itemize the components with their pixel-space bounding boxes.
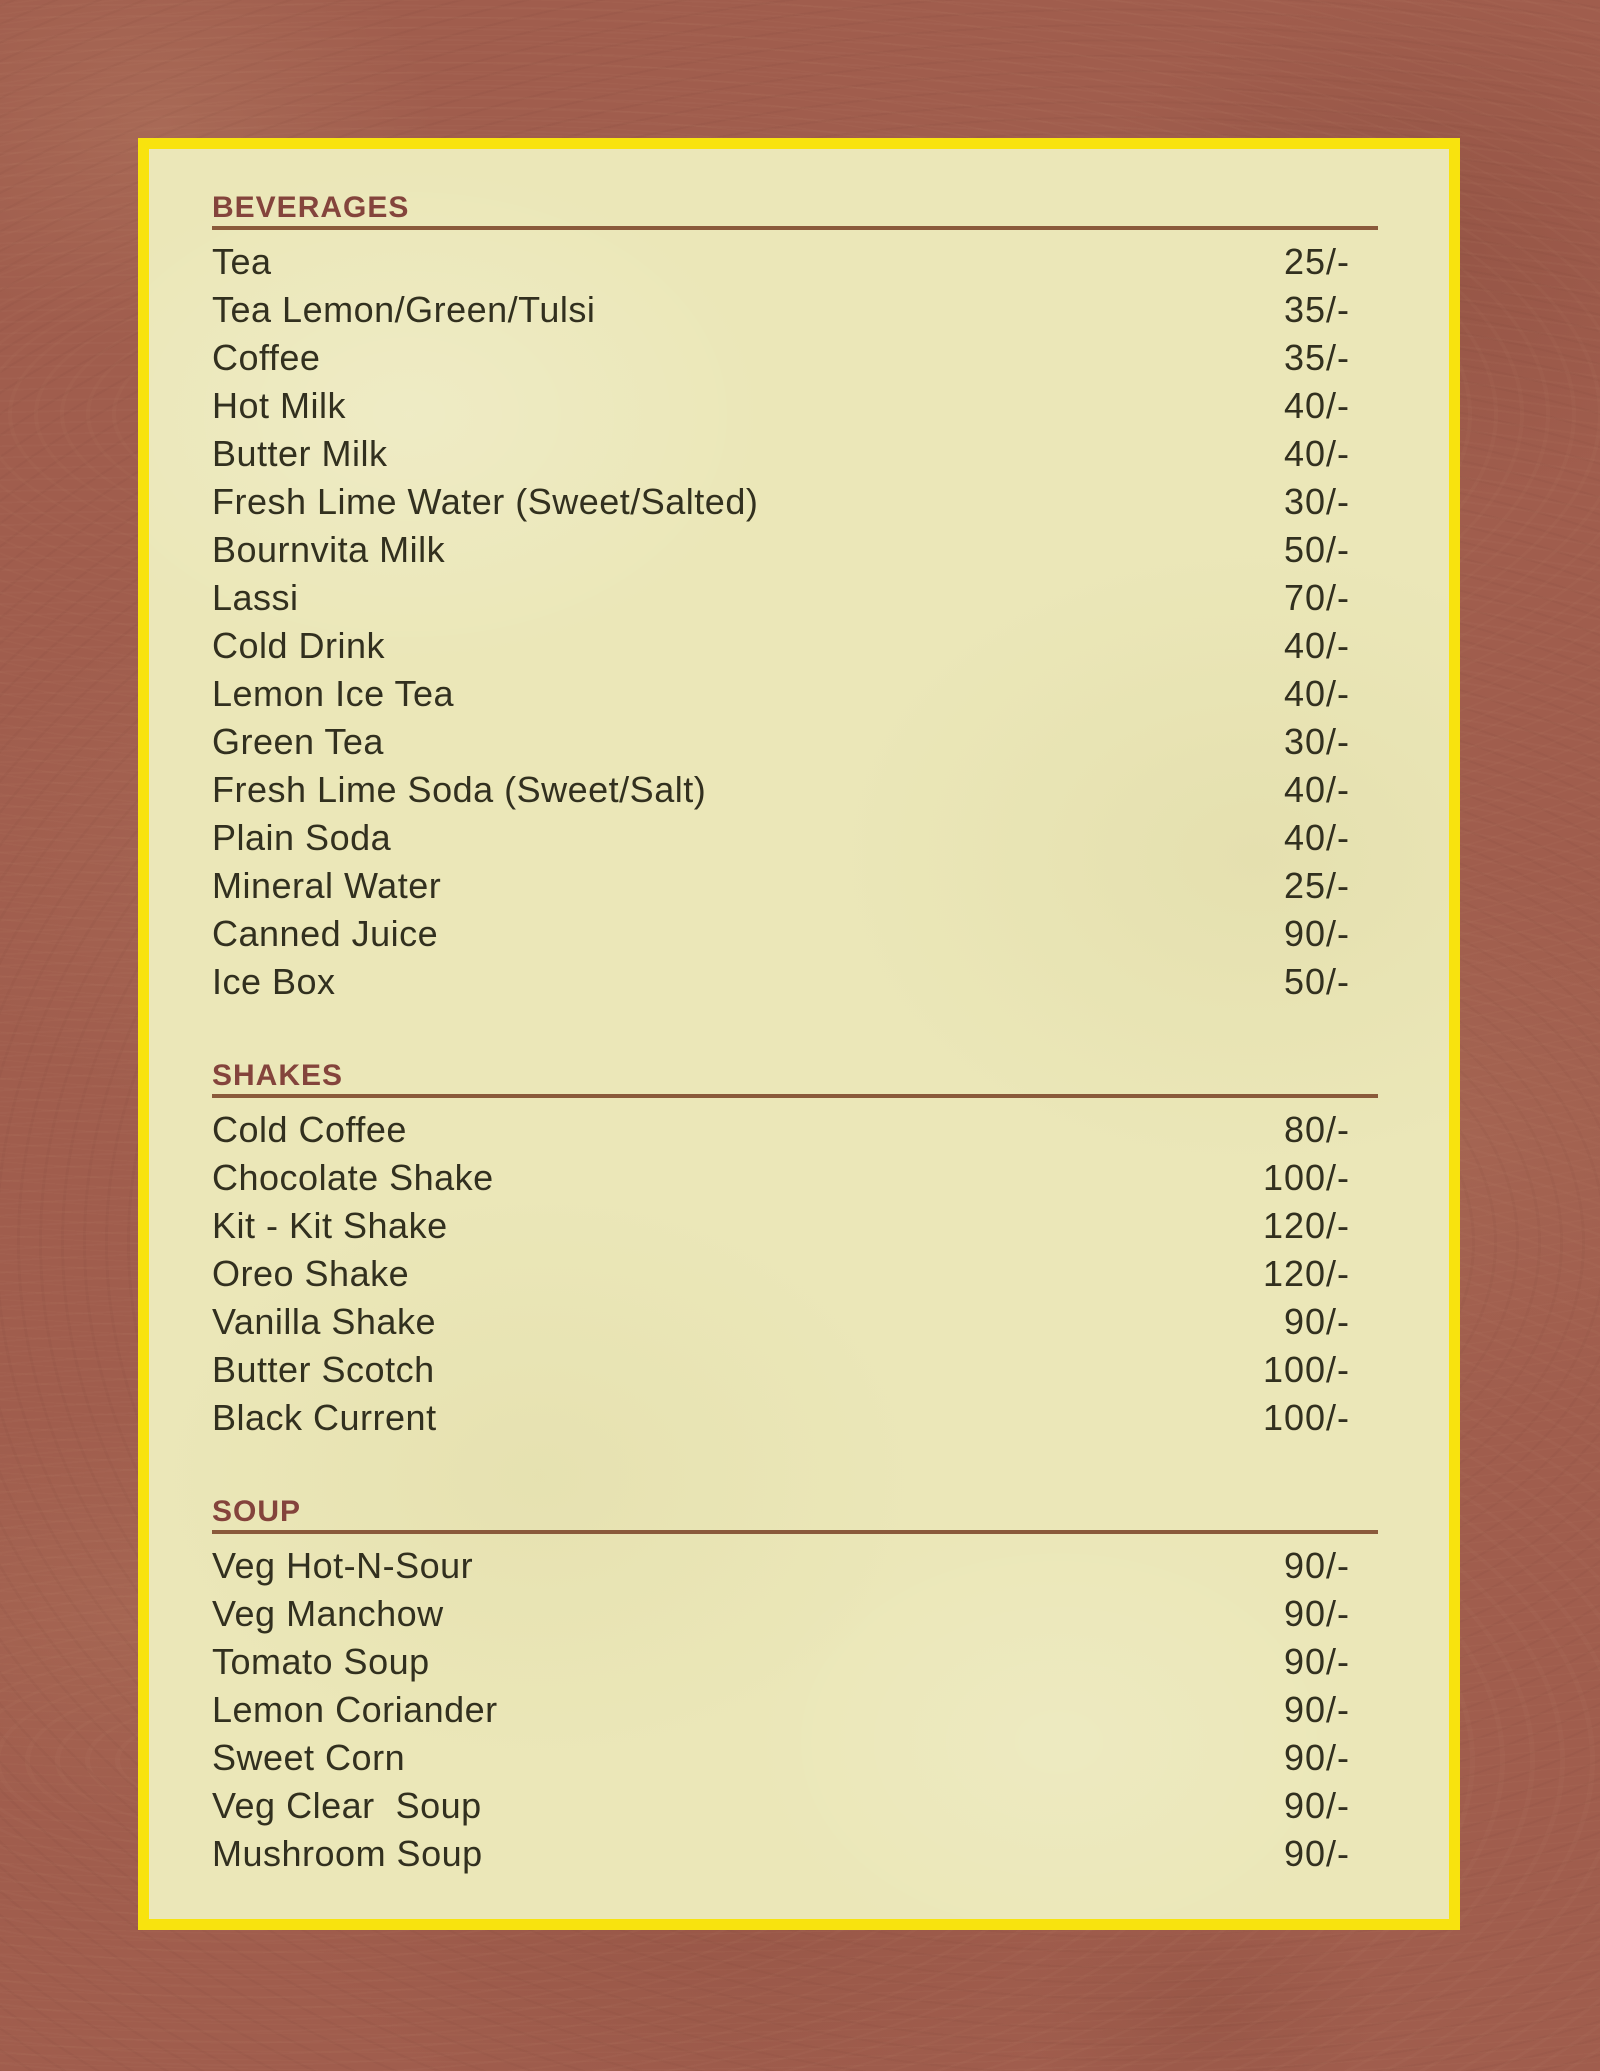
item-price: 35/- (1283, 289, 1350, 330)
menu-content (212, 192, 1378, 1878)
menu-row (212, 430, 1378, 478)
item-price: 40/- (1283, 385, 1350, 426)
item-price: 100/- (1262, 1397, 1350, 1438)
item-price: 40/- (1283, 433, 1350, 474)
section-rule (212, 226, 1378, 230)
menu-section-beverages (212, 192, 1378, 1006)
item-name: Butter Milk (212, 433, 388, 474)
item-price: 90/- (1283, 1737, 1350, 1778)
item-name: Cold Coffee (212, 1109, 407, 1150)
item-name: Fresh Lime Soda (Sweet/Salt) (212, 769, 707, 810)
menu-row (212, 1782, 1378, 1830)
section-rows (212, 1542, 1378, 1878)
item-price: 40/- (1283, 769, 1350, 810)
item-name: Cold Drink (212, 625, 386, 666)
menu-row (212, 1830, 1378, 1878)
item-price: 70/- (1283, 577, 1350, 618)
menu-section-soup (212, 1496, 1378, 1878)
item-name: Tomato Soup (212, 1641, 430, 1682)
item-name: Butter Scotch (212, 1349, 435, 1390)
item-name: Veg Hot-N-Sour (212, 1545, 474, 1586)
item-price: 120/- (1262, 1253, 1350, 1294)
menu-row (212, 1734, 1378, 1782)
menu-row (212, 382, 1378, 430)
menu-row (212, 622, 1378, 670)
item-name: Oreo Shake (212, 1253, 410, 1294)
menu-row (212, 1202, 1378, 1250)
item-price: 80/- (1283, 1109, 1350, 1150)
item-price: 100/- (1262, 1349, 1350, 1390)
item-name: Bournvita Milk (212, 529, 446, 570)
item-price: 50/- (1283, 529, 1350, 570)
menu-row (212, 670, 1378, 718)
section-title: SHAKES (212, 1059, 344, 1092)
menu-section-shakes (212, 1060, 1378, 1442)
section-rule (212, 1094, 1378, 1098)
menu-row (212, 910, 1378, 958)
menu-row (212, 1394, 1378, 1442)
section-title: BEVERAGES (212, 191, 410, 224)
item-price: 90/- (1283, 1641, 1350, 1682)
menu-row (212, 814, 1378, 862)
item-price: 90/- (1283, 1833, 1350, 1874)
item-price: 50/- (1283, 961, 1350, 1002)
item-name: Vanilla Shake (212, 1301, 436, 1342)
item-name: Coffee (212, 337, 321, 378)
menu-row (212, 958, 1378, 1006)
menu-row (212, 1346, 1378, 1394)
item-price: 90/- (1283, 1301, 1350, 1342)
item-price: 90/- (1283, 913, 1350, 954)
item-price: 25/- (1283, 241, 1350, 282)
item-price: 25/- (1283, 865, 1350, 906)
item-name: Black Current (212, 1397, 437, 1438)
section-rows (212, 1106, 1378, 1442)
item-price: 30/- (1283, 721, 1350, 762)
item-name: Green Tea (212, 721, 384, 762)
section-rule (212, 1530, 1378, 1534)
menu-row (212, 1298, 1378, 1346)
item-name: Tea Lemon/Green/Tulsi (212, 289, 596, 330)
menu-row (212, 1106, 1378, 1154)
item-name: Tea (212, 241, 272, 282)
menu-row (212, 526, 1378, 574)
menu-panel (138, 138, 1460, 1930)
item-name: Kit - Kit Shake (212, 1205, 448, 1246)
item-price: 40/- (1283, 817, 1350, 858)
menu-row (212, 1686, 1378, 1734)
item-name: Chocolate Shake (212, 1157, 494, 1198)
menu-row (212, 574, 1378, 622)
menu-row (212, 1154, 1378, 1202)
item-price: 40/- (1283, 673, 1350, 714)
menu-row (212, 286, 1378, 334)
item-name: Sweet Corn (212, 1737, 406, 1778)
item-name: Veg Manchow (212, 1593, 444, 1634)
item-name: Mushroom Soup (212, 1833, 483, 1874)
menu-row (212, 478, 1378, 526)
menu-row (212, 334, 1378, 382)
menu-row (212, 1542, 1378, 1590)
item-name: Lassi (212, 577, 299, 618)
item-price: 30/- (1283, 481, 1350, 522)
section-rows (212, 238, 1378, 1006)
item-price: 90/- (1283, 1785, 1350, 1826)
item-name: Mineral Water (212, 865, 442, 906)
item-name: Fresh Lime Water (Sweet/Salted) (212, 481, 759, 522)
item-name: Ice Box (212, 961, 336, 1002)
item-price: 90/- (1283, 1545, 1350, 1586)
item-name: Lemon Ice Tea (212, 673, 454, 714)
item-name: Canned Juice (212, 913, 439, 954)
menu-row (212, 1590, 1378, 1638)
menu-row (212, 766, 1378, 814)
menu-row (212, 238, 1378, 286)
item-price: 90/- (1283, 1593, 1350, 1634)
item-name: Hot Milk (212, 385, 347, 426)
section-title: SOUP (212, 1495, 302, 1528)
item-price: 35/- (1283, 337, 1350, 378)
menu-row (212, 1250, 1378, 1298)
item-price: 100/- (1262, 1157, 1350, 1198)
item-price: 120/- (1262, 1205, 1350, 1246)
menu-row (212, 718, 1378, 766)
item-name: Lemon Coriander (212, 1689, 498, 1730)
menu-row (212, 1638, 1378, 1686)
menu-row (212, 862, 1378, 910)
item-name: Plain Soda (212, 817, 392, 858)
item-price: 40/- (1283, 625, 1350, 666)
item-price: 90/- (1283, 1689, 1350, 1730)
item-name: Veg Clear Soup (212, 1785, 482, 1826)
